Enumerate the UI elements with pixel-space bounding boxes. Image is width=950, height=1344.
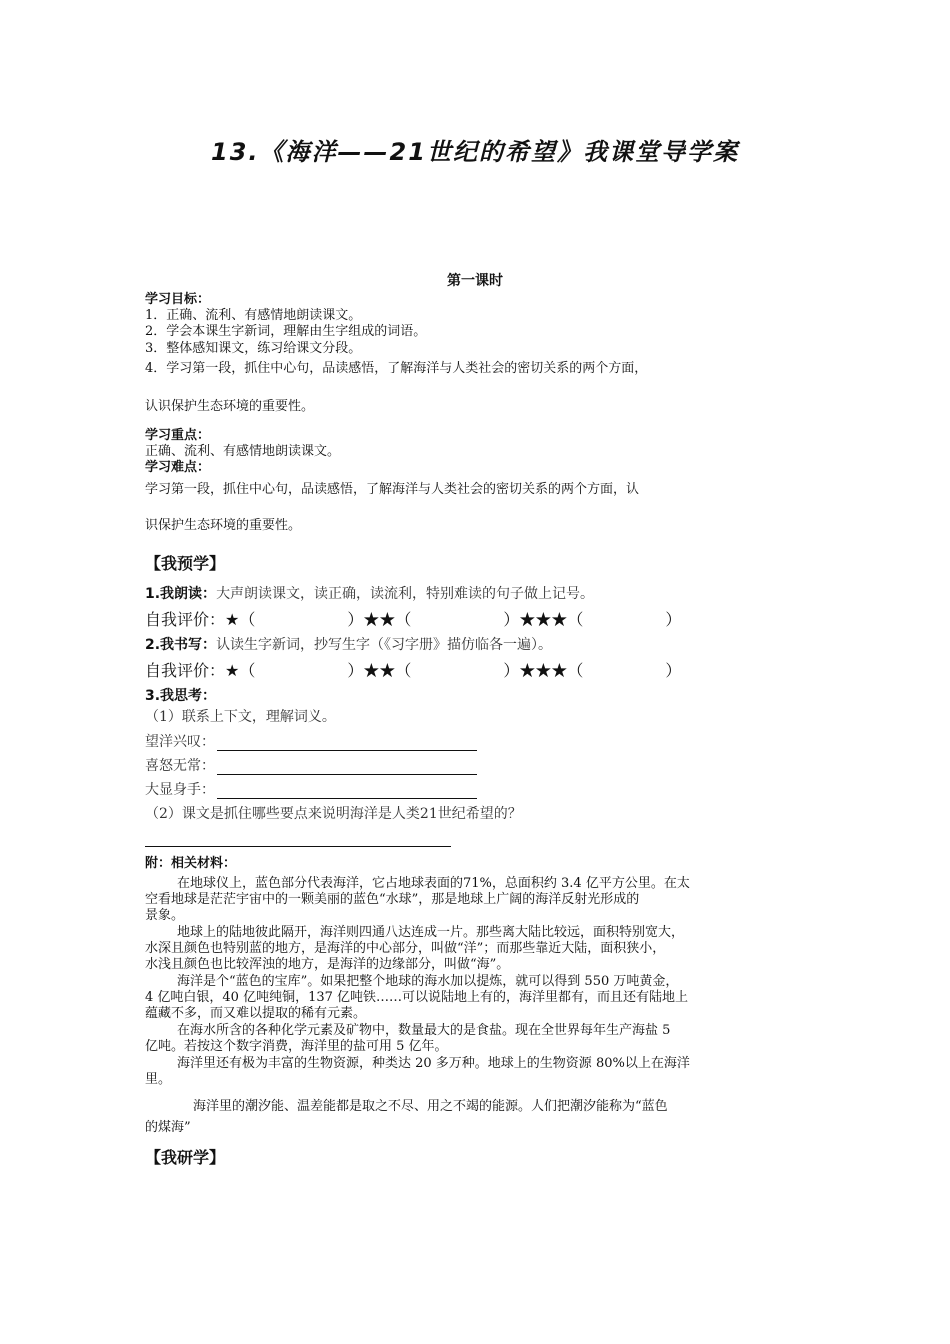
goal-item: 认识保护生态环境的重要性。 bbox=[145, 399, 315, 414]
rating-label: 自我评价： bbox=[145, 661, 226, 680]
word-label: 望洋兴叹： bbox=[145, 734, 215, 750]
goal-item: 1．正确、流利、有感情地朗读课文。 bbox=[145, 308, 362, 323]
appendix-line: 蕴藏不多，而又难以提取的稀有元素。 bbox=[145, 1006, 367, 1021]
word-row bbox=[145, 782, 477, 799]
think-label: 3.我思考： bbox=[145, 688, 217, 704]
word-label: 大显身手： bbox=[145, 782, 215, 798]
write-text: 认读生字新词，抄写生字（《习字册》描仿临各一遍）。 bbox=[216, 637, 553, 653]
focus-heading: 学习重点： bbox=[145, 428, 211, 443]
difficulty-line: 学习第一段，抓住中心句，品读感悟，了解海洋与人类社会的密切关系的两个方面，认 bbox=[145, 482, 640, 497]
appendix-line: 空看地球是茫茫宇宙中的一颗美丽的蓝色“水球”，那是地球上广阔的海洋反射光形成的 bbox=[145, 892, 640, 907]
appendix-line: 4 亿吨白银，40 亿吨纯铜，137 亿吨铁……可以说陆地上有的，海洋里都有，而且还有陆地上 bbox=[145, 990, 689, 1005]
appendix-line: 地球上的陆地彼此隔开，海洋则四通八达连成一片。那些离大陆比较远，面积特别宽大， bbox=[177, 925, 685, 940]
word-row bbox=[145, 758, 477, 775]
read-text: 大声朗读课文，读正确，读流利，特别难读的句子做上记号。 bbox=[216, 586, 595, 602]
write-label: 2.我书写： bbox=[145, 637, 217, 653]
rating-one-star: ★（ bbox=[225, 661, 256, 680]
appendix-line: 水深且颜色也特别蓝的地方，是海洋的中心部分，叫做“洋”；而那些靠近大陆，面积狭小， bbox=[145, 941, 666, 956]
difficulty-heading: 学习难点： bbox=[145, 460, 211, 475]
appendix-line: 里。 bbox=[145, 1072, 172, 1087]
lesson-label: 第一课时 bbox=[447, 273, 503, 289]
goal-item: 3．整体感知课文，练习给课文分段。 bbox=[145, 341, 362, 356]
goal-item: 2．学会本课生字新词，理解由生字组成的词语。 bbox=[145, 324, 427, 339]
appendix-tide-line: 的煤海” bbox=[145, 1120, 191, 1135]
appendix-tide-line: 海洋里的潮汐能、温差能都是取之不尽、用之不竭的能源。人们把潮汐能称为“蓝色 bbox=[193, 1099, 668, 1114]
appendix-line: 在地球仪上，蓝色部分代表海洋，它占地球表面的71%，总面积约 3.4 亿平方公里。在太 bbox=[177, 876, 690, 891]
answer-blank[interactable] bbox=[217, 736, 477, 751]
word-label: 喜怒无常： bbox=[145, 758, 215, 774]
rating-two-star: ）★★（ bbox=[347, 661, 412, 680]
goal-item: 4．学习第一段，抓住中心句，品读感悟，了解海洋与人类社会的密切关系的两个方面， bbox=[145, 361, 648, 376]
goals-heading: 学习目标： bbox=[145, 292, 211, 307]
answer-blank[interactable] bbox=[217, 760, 477, 775]
preview-heading: 【我预学】 bbox=[145, 554, 226, 573]
appendix-line: 海洋是个“蓝色的宝库”。如果把整个地球的海水加以提炼，就可以得到 550 万吨黄金， bbox=[177, 974, 679, 989]
difficulty-line: 识保护生态环境的重要性。 bbox=[145, 518, 302, 533]
appendix-heading: 附：相关材料： bbox=[145, 856, 237, 871]
appendix-line: 海洋里还有极为丰富的生物资源，种类达 20 多万种。地球上的生物资源 80%以上在海洋 bbox=[177, 1056, 690, 1071]
appendix-line: 亿吨。若按这个数字消费，海洋里的盐可用 5 亿年。 bbox=[145, 1039, 448, 1054]
rating-two-star: ）★★（ bbox=[347, 610, 412, 629]
appendix-line: 景象。 bbox=[145, 908, 185, 923]
self-rating-write: 自我评价：★（ ）★★（ ）★★★（ ） bbox=[145, 661, 682, 680]
page-title: 13.《海洋——21世纪的希望》我课堂导学案 bbox=[211, 138, 739, 166]
question-2: （2）课文是抓住哪些要点来说明海洋是人类21世纪希望的？ bbox=[145, 806, 522, 822]
rating-three-star: ）★★★（ bbox=[503, 661, 584, 680]
appendix-line: 水浅且颜色也比较浑浊的地方，是海洋的边缘部分，叫做“海”。 bbox=[145, 957, 510, 972]
research-heading: 【我研学】 bbox=[145, 1148, 226, 1167]
answer-line[interactable] bbox=[145, 846, 451, 847]
focus-text: 正确、流利、有感情地朗读课文。 bbox=[145, 444, 341, 459]
self-rating-read: 自我评价：★（ ）★★（ ）★★★（ ） bbox=[145, 610, 682, 629]
rating-one-star: ★（ bbox=[225, 610, 256, 629]
word-row bbox=[145, 734, 477, 751]
rating-label: 自我评价： bbox=[145, 610, 226, 629]
answer-blank[interactable] bbox=[217, 784, 477, 799]
appendix-line: 在海水所含的各种化学元素及矿物中，数量最大的是食盐。现在全世界每年生产海盐 5 bbox=[177, 1023, 671, 1038]
read-label: 1.我朗读： bbox=[145, 586, 217, 602]
question-1: （1）联系上下文，理解词义。 bbox=[145, 709, 336, 725]
rating-three-star: ）★★★（ bbox=[503, 610, 584, 629]
